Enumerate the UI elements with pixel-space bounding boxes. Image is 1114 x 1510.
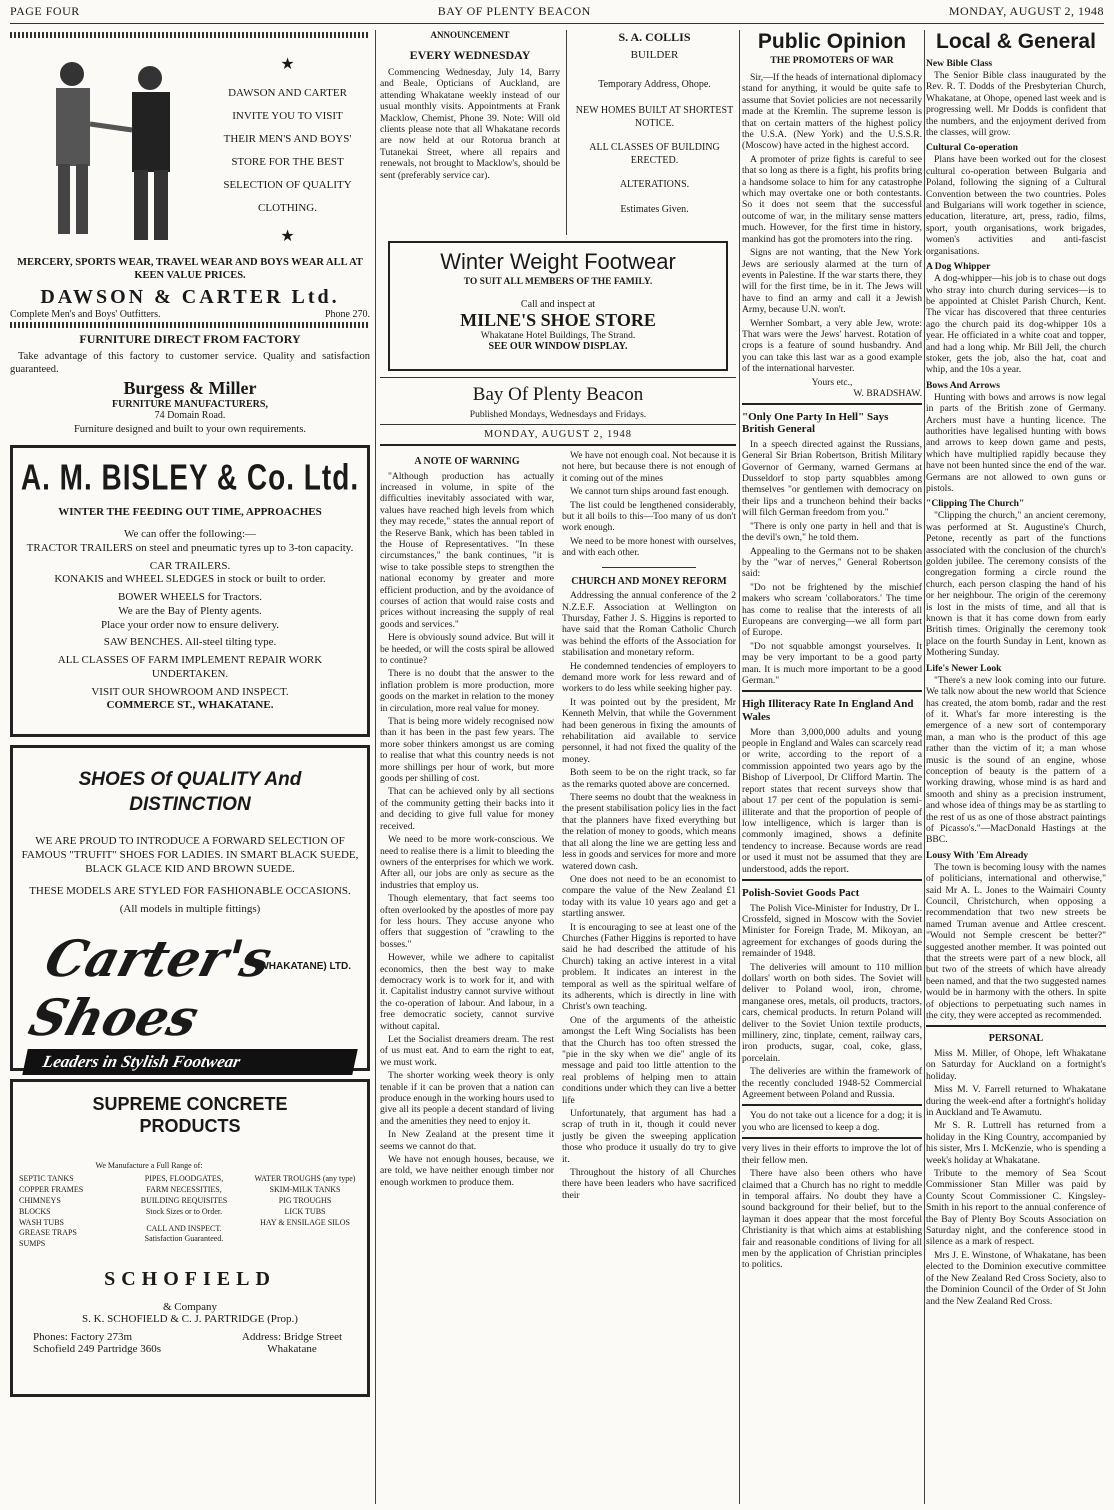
article-para: That can be achieved only by all sections of the community getting their backs into it and deciding to give full value for money received. [380,786,554,832]
item-para: The town is becoming lousy with the names of politicians, international and otherwise," said Mr A. L. Jones to the Waimairi County Council, Christchurch, when opposing a recommendation that two new streets be named Truman avenue and Attlee crescent. "Would not Semple crescent be better?" suggested another member. It was pointed out that the streets were part of a new block, all but two of the streets of which have already been named, and that the two suggested names would be in harmony with the others. In spite of objections to perpetuating such names in the city, they were accepted as recommended. [926,861,1106,1022]
collis-name: S. A. COLLIS [618,30,691,44]
schofield-address: Address: Bridge Street Whakatane [241,1330,343,1355]
item-para: A dog-whipper—his job is to chase out dogs who stray into church during services—is to be appointed at Chislet Parish Church, Kent. The vicar has discovered that three centuries ago the church paid its dog-whipper 10s a year. He officiated in a white coat and topper, and had a long whip. Mr Bill Jell, the church stoker, gets the job, also the hat, coat and whip, and the 10s a year. [926,273,1106,376]
article-title: CHURCH AND MONEY REFORM [571,575,727,587]
illustration-image [10,44,205,254]
letter-para: Signs are not wanting, that the New York Jews are seriously alarmed at the turn of events in Palestine. If the war starts there, they will for the first time, be in it. The Jews will have to find an army and call it a Jewish Army, because U.N. won't. [742,247,922,316]
item-para: "Clipping the church," an ancient ceremony, was performed at St. Augustine's Church, Petone, recently as part of the functions associated with the conclusion of the church's golden jubilee. The ceremony consists of the congregation forming a circle round the church, each person clasping the hand of his or her neighbour. The origin of the ceremony is lost in the mists of time, and all that is known is that it has come down from early British times. Originally the ceremony took place on the fourth Sunday in Lent, known as Mothering Sunday. [926,510,1106,659]
page-number: PAGE FOUR [10,4,80,18]
bisley-line: CAR TRAILERS. [149,559,231,572]
shoes-text: THESE MODELS ARE STYLED FOR FASHIONABLE OCCASIONS. [29,885,351,898]
product-item: WATER TROUGHS (any type) [254,1174,356,1184]
paper-name: BAY OF PLENTY BEACON [437,4,591,18]
article-para: Appealing to the Germans not to be shaken by the "war of nerves," General Robertson said: [742,545,922,580]
ad-line: DAWSON AND CARTER [228,86,347,99]
section-rule [742,403,922,405]
milnes-name: MILNE'S SHOE STORE [460,310,656,330]
milnes-addr: Whakatane Hotel Buildings, The Strand. [480,331,636,341]
article-para: One of the arguments of the atheistic amongst the Left Wing Socialists has been that the Church has too often stressed the "pie in the sky when we die" angle of its message and paid too little attention to the real problems of helping men to attain conditions under which they can live a better life [562,1014,736,1106]
ad-line: THEIR MEN'S AND BOYS' [223,132,352,145]
article-para: Addressing the annual conference of the 2 N.Z.E.F. Association at Wellington on Thursday, Father J. S. Higgins is reported to have said that the Roman Catholic Church was behind the efforts of the Association for stabilisation and monetary reform. [562,590,736,659]
logo-tagline: Leaders in Stylish Footwear [22,1049,358,1075]
opinion-head: Public Opinion [757,30,907,53]
article-para: The deliveries will amount to 110 million dollars' worth on both sides. The Soviet will deliver to Poland wool, iron, chrome, manganese ores, metals, oil products, tractors, cars, chemical products. In return Poland will deliver to the Soviet Union textile products, millinery, zinc, tinplate, cement, railway cars, iron products, sugar, coal, coke, glass, porcelain. [742,961,922,1064]
dawson-phone: Phone 270. [325,309,370,321]
section-rule [380,377,736,378]
product-item: SUMPS [19,1239,46,1249]
article-para: One does not need to be an economist to compare the value of the New Zealand £1 today with its value 10 years ago and get a startling answer. [562,873,736,920]
personal-head: PERSONAL [988,1033,1044,1045]
item-title: Cultural Co-operation [926,142,1018,154]
personal-para: Mrs J. E. Winstone, of Whakatane, has been elected to the Dominion executive committee of the New Zealand Red Cross Society, also to the Dominion Council of the Order of St John and the New Zealand Red Cross. [926,1249,1106,1307]
letter-para: Sir,—If the heads of international diplomacy stand for anything, it would be quite safe to assume that Soviet policies are not necessarily made at the Kremlin. The supreme lesson is that on certain matters of the highest policy the U.S.A. (New York) and the U.S.S.R. (Moscow) have acted in the highest accord. [742,72,922,152]
article-para: "Although production has actually increased in volume, in spite of the difficulties inevitably associated with war, values have reached high levels from which they may recede," states the annual report of the Reserve Bank, which has been tabled in the House of Representatives. "In these circumstances," the bank continues, "it is wise to take possible steps to strengthen the national economy by greater and more efficient production, and by the avoidance of courses of action that would raise costs and prices without increasing the supply of real goods and services." [380,470,554,630]
border-rule [10,32,370,38]
product-item: LICK TUBS [284,1206,326,1216]
personal-para: Miss M. V. Farrell returned to Whakatane during the week-end after a fortnight's holiday in Auckland and Te Awamutu. [926,1084,1106,1118]
article-para: In a speech directed against the Russians, General Sir Brian Robertson, British Military Governor of Germany, warned Germans at Dusseldorf to stop party squabbles among themselves "or gentlemen with democracy on their lips and a truncheon behind their backs will filch German freedom from you." [742,438,922,519]
article-para: That is being more widely recognised now than it has been in the past few years. The more sober thinkers amongst us are coming to realise that what this country needs is not more shillings per hour of work, but more goods per shilling of cost. [380,716,554,785]
collis-line: ALL CLASSES OF BUILDING ERECTED. [589,142,720,166]
ad-line: CLOTHING. [258,202,317,215]
burgess-name: Burgess & Miller [123,378,257,399]
supreme-mfg: We Manufacture a Full Range of: [95,1161,203,1171]
two-men-illustration [10,44,205,254]
product-item: CHIMNEYS [19,1196,61,1205]
article-para: He condemned tendencies of employers to demand more work for less reward and of workers to do less while seeking higher pay. [562,660,736,695]
item-para: "There's a new look coming into our future. We talk now about the new world that Science has created, the atom bomb, radar and the rest of it. What's far more interesting is the emergence of a new sort of contemporary man, a man who is the product of this age rather than the victim of it; a man whose music is the sound of an engine, whose conception of beauty is the pattern of a working drawing, whose mind is as hard and smooth and shiny as a precision instrument, and whose idea of things may be as startling to the rest of us as one of those abstract paintings of Picasso's."—MacDonald Hastings at the BBC. [926,674,1106,846]
burgess-sub: FURNITURE MANUFACTURERS, [112,399,268,411]
star-icon: ★ [280,56,295,73]
article-para: There seems no doubt that the weakness in the present stabilisation policy lies in the fact that the planners have fixed everything but the relation of money to goods, which means that all along the line we are getting less and less in goods and services for more and more watered down cash. [562,792,736,872]
collis-line: NEW HOMES BUILT AT SHORTEST NOTICE. [575,105,734,129]
item-title: Life's Newer Look [926,662,1002,674]
product-item: Stock Sizes or to Order. [145,1206,223,1216]
bisley-line: COMMERCE ST., WHAKATANE. [106,699,274,712]
bisley-line: TRACTOR TRAILERS on steel and pneumatic tyres up to 3-ton capacity. [26,541,354,554]
bisley-line: We can offer the following:— [123,528,257,541]
article-title: High Illiteracy Rate In England And Wales [742,698,914,724]
article-para: very lives in their efforts to improve the lot of their fellow men. [742,1143,922,1166]
page-date: MONDAY, AUGUST 2, 1948 [948,4,1104,18]
product-item: HAY & ENSILAGE SILOS [260,1217,350,1227]
product-item: WASH TUBS [19,1217,64,1227]
carters-logo [19,928,361,1071]
bisley-line: VISIT OUR SHOWROOM AND INSPECT. [91,685,289,698]
supreme-concrete-ad [10,1079,370,1397]
dawson-sub: Complete Men's and Boys' Outfitters. [10,309,161,321]
section-rule [742,879,922,881]
bisley-line: BOWER WHEELS for Tractors. [117,591,262,604]
opinion-title: THE PROMOTERS OF WAR [770,56,894,66]
dog-note: You do not take out a licence for a dog; it is you who are licensed to keep a dog. [742,1110,922,1133]
dawson-name: DAWSON & CARTER Ltd. [40,286,340,309]
bisley-line: KONAKIS and WHEEL SLEDGES in stock or built to order. [54,573,326,586]
border-rule [10,322,370,328]
local-general-column [926,30,1106,1504]
article-para: "Do not squabble amongst yourselves. It may be very important to be a good party man. It is much more important to be a good German." [742,640,922,686]
article-para: However, while we adhere to capitalist economics, then the best way to make democracy work is to work for it, and with it. Capitalist industry cannot survive without the co-operation of labour. And labour, in a free democratic society, cannot survive without capital. [380,952,554,1032]
announce-text: Commencing Wednesday, July 14, Barry and Beale, Opticians of Auckland, are attending Whakatane weekly instead of our usual monthly visits. Appointments at Frank Macklow, Chemist, Phone 39. Note: Will old clients please note that all Whakatane records are now held at our Rotorua branch at Tutanekai Street, where all repairs and renewals, not brought to Macklow's, should be sent (preferably service car). [380,67,560,181]
article-para: Let the Socialist dreamers dream. The rest of us must eat. And to earn the right to eat, we must work. [380,1034,554,1068]
local-head: Local & General [936,30,1096,53]
bisley-line: We are the Bay of Plenty agents. [118,604,262,617]
section-rule [926,1025,1106,1027]
milnes-sub: TO SUIT ALL MEMBERS OF THE FAMILY. [463,277,653,287]
advert-column [10,30,370,1504]
article-warning-cont [562,450,736,559]
burgess-foot: Furniture designed and built to your own requirements. [73,424,307,436]
collis-line: ALTERATIONS. [619,179,690,191]
personal-para: Miss M. Miller, of Ohope, left Whakatane on Saturday for Auckland on a fortnight's holiday. [926,1047,1106,1082]
announce-title: EVERY WEDNESDAY [409,48,531,62]
ad-line: INVITE YOU TO VISIT [232,109,343,122]
product-item: SEPTIC TANKS [19,1174,74,1184]
opinion-column [742,30,922,1504]
product-item: GREASE TRAPS [19,1228,77,1238]
schofield-props: S. K. SCHOFIELD & C. J. PARTRIDGE (Prop.) [82,1312,298,1325]
logo-sub: (WHAKATANE) LTD. [256,960,351,972]
burgess-ad [10,332,370,435]
masthead-sub: Published Mondays, Wednesdays and Fridays. [469,410,647,420]
milnes-head: Winter Weight Footwear [440,249,676,274]
article-title: A NOTE OF WARNING [414,456,520,467]
item-para: Hunting with bows and arrows is now legal in parts of the British zone of Germany. Archers must have a hunting licence. The authorities have legalised hunting with bows and arrows to keep down game and pests, which have multiplied rapidly because they have not been hunted since the end of the war. Germans are not allowed to own guns or pistols. [926,391,1106,494]
item-title: Bows And Arrows [926,379,1000,391]
article-para: We need to be more honest with ourselves, and with each other. [562,535,736,559]
article-para: The list could be lengthened considerably, but it all boils to this—Too many of us don't work enough. [562,499,736,534]
collis-ad [573,30,736,235]
article-para: More than 3,000,000 adults and young people in England and Wales can scarcely read or write, according to the report of a commission appointed two years ago by the Bishop of Liverpool, Dr Clifford Martin. The report states that recent surveys show that about 17 per cent of the population is semi-illiterate and that the proportion of people of low intelligence, which is larger than is commonly imagined, shows a definite tendency to increase. Because words are read or used it must not be assumed that they are understood, adds the report. [742,726,922,875]
article-para: Here is obviously sound advice. But will it be heeded, or will the costs spiral be allowed to continue? [380,632,554,666]
article-warning [380,450,554,1203]
dawson-ad [10,32,370,328]
schofield-co: & Company [162,1300,218,1313]
bisley-line: ALL CLASSES OF FARM IMPLEMENT REPAIR WORK UNDERTAKEN. [57,654,323,680]
page-header [10,4,1104,24]
article-para: The Polish Vice-Minister for Industry, Dr L. Crossfeld, signed in Moscow with the Soviet Minister for Foreign Trade, M. Mikoyan, an agreement for exchanges of goods during the remainder of 1948. [742,902,922,960]
product-item: Satisfaction Guaranteed. [144,1234,224,1244]
collis-line: Estimates Given. [620,203,689,215]
article-para: It is encouraging to see at least one of the Churches (Father Higgins is reported to have said he had described the attitude of his Church) taking an active interest in a vital problem. It indicates an interest in the temporal as well as the spiritual welfare of its adherents, which is directly in line with Christ's own teaching. [562,921,736,1013]
section-rule [602,567,696,568]
article-para: Unfortunately, that argument has had a scrap of truth in it, though it could never justly be given the sweeping application those who produce it usually do try to give it. [562,1108,736,1165]
bisley-ad [10,445,370,737]
masthead-title: Bay Of Plenty Beacon [472,384,644,405]
item-title: Lousy With 'Em Already [926,849,1029,861]
milnes-see: SEE OUR WINDOW DISPLAY. [488,341,628,352]
letter-sign: Yours etc., [811,376,853,388]
article-para: We have not enough houses, because, we are told, we have neither enough timber nor enough workmen to produce them. [380,1154,554,1188]
bisley-line: Place your order now to ensure delivery. [101,618,279,631]
product-item: SKIM-MILK TANKS [269,1185,341,1195]
article-church [562,576,736,1202]
star-icon: ★ [280,228,295,246]
article-para: "There is only one party in hell and that is the devil's own," he told them. [742,520,922,544]
item-para: Plans have been worked out for the closest cultural co-operation between Bulgaria and Poland, following the signing of a Cultural Convention between the two countries. Poles and Bulgarians will work together in science, education, literature, art, press, radio, films, sport, youth organisations, work brigades, women's activities and anti-fascist organisations. [926,154,1106,257]
letter-para: A promoter of prize fights is careful to see that so long as there is a fight, his profits bring a handsome solace to him for any catastrophe which may overtake one or both contestants. So it does not seem that the successful outcome of war, in the military sense matters much. However, for the first time in history, mankind has got the promoters into the ring. [742,153,922,245]
schofield-name: SCHOFIELD [104,1267,276,1290]
article-para: The deliveries are within the framework of the recently concluded 1948-52 Commercial Agreement between Poland and Russia. [742,1066,922,1101]
article-para: In New Zealand at the present time it seems we cannot do that. [380,1129,554,1152]
product-item: BUILDING REQUISITES [140,1196,228,1205]
carters-shoes-ad [10,745,370,1071]
section-rule [742,1104,922,1106]
announce-head: ANNOUNCEMENT [430,30,510,40]
article-para: Throughout the history of all Churches there have been leaders who have sacrificed their [562,1167,736,1201]
item-title: New Bible Class [926,58,993,69]
section-rule [380,424,736,425]
column-divider [375,30,376,1504]
letter-name: W. BRADSHAW. [853,387,922,399]
bisley-name: A. M. BISLEY & Co. Ltd. [20,457,360,498]
article-title: "Only One Party In Hell" Says British General [742,410,889,436]
ad-line: SELECTION OF QUALITY [223,178,352,191]
burgess-head: FURNITURE DIRECT FROM FACTORY [79,332,301,347]
article-para: We need to be more work-conscious. We need to realise there is a limit to bleeding the owners of the enterprises for which we work. After all, our jobs are only as secure as the industries that employ us. [380,834,554,891]
ad-line: STORE FOR THE BEST [231,155,344,168]
product-item: BLOCKS [19,1206,51,1216]
masthead-date: MONDAY, AUGUST 2, 1948 [483,429,633,440]
section-rule [742,1137,922,1139]
article-para: Though elementary, that fact seems too often overlooked by the apostles of more pay for less hours. They accuse anyone who offers that suggestion of "crawling to the bosses." [380,893,554,950]
product-item: PIPES, FLOODGATES, [144,1174,224,1184]
burgess-text: Take advantage of this factory to customer service. Quality and satisfaction guaranteed. [10,351,370,375]
article-para: Both seem to be on the right track, so far as the remarks quoted above are concerned. [562,767,736,790]
article-para: The shorter working week theory is only tenable if it can be proven that a nation can produce enough in the working hours used to give all its people a decent standard of living and the amenities they need to enjoy it. [380,1070,554,1127]
section-rule [742,690,922,692]
shoes-text: (All models in multiple fittings) [119,902,261,915]
bisley-head: WINTER THE FEEDING OUT TIME, APPROACHES [58,506,322,519]
personal-para: Mr S. R. Luttrell has returned from a holiday in the King Country, accompanied by his sister, Mrs I. McKenzie, who is spending a week's holiday at Whakatane. [926,1120,1106,1166]
article-para: There is no doubt that the answer to the inflation problem is more production, more goods on the market in relation to the money in circulation, more real value for money. [380,668,554,714]
article-para: It was pointed out by the president, Mr Kenneth Melvin, that while the Government had been generous in fixing the amounts of rehabilitation aid available to service personnel, it had not fixed the quality of the money. [562,696,736,765]
collis-addr: Temporary Address, Ohope. [598,78,711,90]
milnes-ad [388,241,728,371]
collis-role: BUILDER [630,49,679,61]
shoes-text: WE ARE PROUD TO INTRODUCE A FORWARD SELECTION OF FAMOUS "TRUFIT" SHOES FOR LADIES. IN SMART BLACK SUEDE, BLACK GLACE KID AND BROWN SUEDE. [21,834,359,876]
announcement-ad [380,30,560,235]
shoes-head: SHOES Of QUALITY And DISTINCTION [78,769,302,815]
article-title: Polish-Soviet Goods Pact [742,886,860,899]
section-rule [380,444,736,446]
item-para: The Senior Bible class inaugurated by the Rev. R. T. Dodds of the Presbyterian Church, Whakatane, at Ohope, opened last week and is progressing well. Mr Dodds is confident that the numbers, and the enjoyment derived from the classes, will grow. [926,70,1106,139]
item-title: A Dog Whipper [926,261,991,273]
milnes-call: Call and inspect at [520,299,596,310]
burgess-addr: 74 Domain Road. [154,410,226,422]
article-para: There have also been others who have claimed that a Church has no right to meddle in temporal affairs. No doubt they have a sound background for their belief, but to the layman it does appear that the most forceful Christianity is that which aims at establishing fair and reasonable conditions of living for all men by the application of Christian principles to politics. [742,1168,922,1271]
product-item: PIG TROUGHS [278,1196,332,1205]
article-para: We have not enough coal. Not because it is not here, but because there is not enough of it coming out of the mines [562,450,736,484]
logo-script: Carter's Shoes [23,928,279,1047]
personal-para: Tribute to the memory of Sea Scout Commissioner Stan Miller was paid by County Scout Commissioner C. Kingsley-Smith in his report to the annual conference of the Bay of Plenty Boy Scouts Association on Saturday night, and the conference stood in silence as a mark of respect. [926,1168,1106,1248]
product-item: COPPER FRAMES [19,1185,84,1195]
schofield-phones: Phones: Factory 273m Schofield 249 Partridge 360s [33,1330,162,1355]
column-divider [924,30,925,1504]
dawson-tagline: MERCERY, SPORTS WEAR, TRAVEL WEAR AND BOYS WEAR ALL AT KEEN VALUE PRICES. [17,257,363,282]
article-para: "Do not be frightened by the mischief makers who scream 'collaborators.' The time has come to realise that the interests of all Europeans are converging—we all form part of Europe. [742,581,922,639]
supreme-head: SUPREME CONCRETE PRODUCTS [92,1094,288,1136]
letter-para: Wernher Sombart, a very able Jew, wrote: That wars were the Jews' harvest. Rotation of crops is a feature of sound husbandry. And you can take this last war as a good example of the international harvester. [742,317,922,375]
item-title: "Clipping The Church" [926,498,1025,510]
product-item: FARM NECESSITIES, [146,1185,222,1195]
article-para: We cannot turn ships around fast enough. [570,486,729,498]
product-item: CALL AND INSPECT. [146,1223,222,1233]
editorial-column [380,30,736,1504]
column-divider [739,30,740,1504]
bisley-line: SAW BENCHES. All-steel tilting type. [103,636,277,649]
